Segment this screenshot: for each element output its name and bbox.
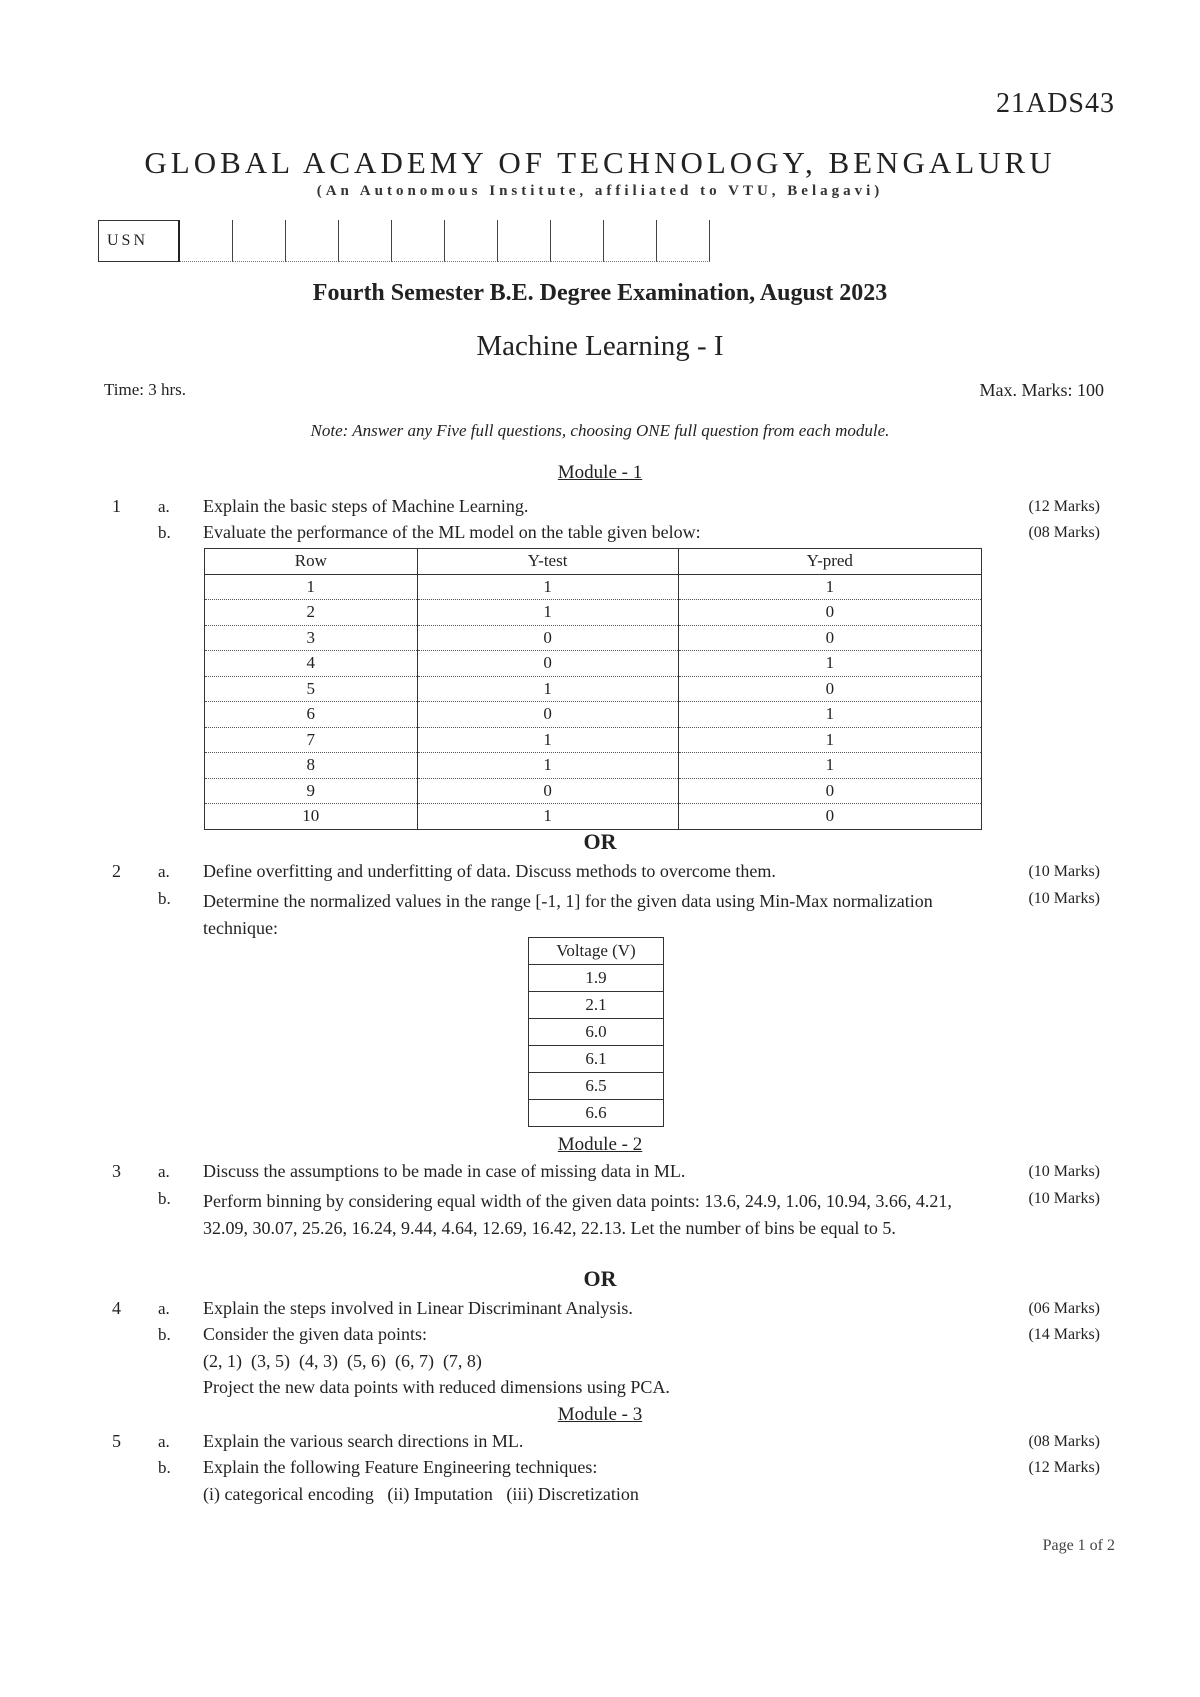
table-cell: 8: [205, 753, 418, 779]
usn-box: [657, 220, 710, 262]
table-cell: 0: [417, 702, 678, 728]
question-number: 2: [112, 861, 121, 881]
question-text: Project the new data points with reduced dimensions using PCA.: [203, 1377, 670, 1397]
subpart-label: a.: [158, 1432, 170, 1451]
table-cell: 1: [417, 727, 678, 753]
table-cell: 0: [678, 600, 981, 626]
subpart-label: a.: [158, 862, 170, 881]
question-text: Explain the steps involved in Linear Discriminant Analysis.: [203, 1298, 633, 1318]
table-cell: 10: [205, 804, 418, 830]
usn-box: [604, 220, 657, 262]
question-number: 5: [112, 1431, 121, 1451]
table-cell: 4: [205, 651, 418, 677]
table-cell: 0: [417, 778, 678, 804]
subpart-label: a.: [158, 497, 170, 516]
marks-label: (12 Marks): [1028, 1459, 1100, 1476]
table-cell: 2.1: [529, 992, 664, 1019]
marks-label: (14 Marks): [1028, 1326, 1100, 1343]
exam-note: Note: Answer any Five full questions, choosing ONE full question from each module.: [310, 421, 890, 440]
usn-box: [233, 220, 286, 262]
usn-box: [445, 220, 498, 262]
question-text: Explain the basic steps of Machine Learning.: [203, 496, 529, 516]
table-row: [529, 1046, 664, 1073]
affiliation: (An Autonomous Institute, affiliated to VTU, Belagavi): [316, 183, 884, 199]
question-text: Define overfitting and underfitting of data. Discuss methods to overcome them.: [203, 861, 776, 881]
performance-table: [204, 548, 982, 830]
usn-label: USN: [98, 220, 180, 262]
table-row: [529, 992, 664, 1019]
table-cell: 1.9: [529, 965, 664, 992]
module-1-heading: Module - 1: [557, 462, 643, 483]
subpart-label: b.: [158, 523, 171, 542]
usn-box: [392, 220, 445, 262]
table-row: [205, 804, 982, 830]
table-row: [529, 1019, 664, 1046]
technique-list: (i) categorical encoding (ii) Imputation (iii) Discretization: [203, 1484, 639, 1504]
question-text: Explain the following Feature Engineering techniques:: [203, 1457, 598, 1477]
subject-code: 21ADS43: [995, 88, 1115, 119]
table-cell: 1: [678, 753, 981, 779]
table-cell: 1: [678, 574, 981, 600]
table-row: [205, 753, 982, 779]
table-row: [529, 965, 664, 992]
table-cell: 9: [205, 778, 418, 804]
table-cell: 2: [205, 600, 418, 626]
data-points: (2, 1) (3, 5) (4, 3) (5, 6) (6, 7) (7, 8): [203, 1351, 482, 1371]
table-cell: 1: [417, 804, 678, 830]
question-text: Discuss the assumptions to be made in case of missing data in ML.: [203, 1161, 686, 1181]
table-cell: 6.0: [529, 1019, 664, 1046]
marks-label: (10 Marks): [1028, 1163, 1100, 1180]
table-cell: 5: [205, 676, 418, 702]
table-row: [205, 600, 982, 626]
question-text: Consider the given data points:: [203, 1324, 427, 1344]
usn-boxes: [98, 220, 710, 262]
subject-title: Machine Learning - I: [476, 330, 724, 362]
table-cell: 0: [678, 625, 981, 651]
marks-label: (06 Marks): [1028, 1300, 1100, 1317]
question-number: 3: [112, 1161, 121, 1181]
table-cell: 6.6: [529, 1100, 664, 1127]
table-cell: 1: [678, 651, 981, 677]
table-row: [205, 574, 982, 600]
column-header: Voltage (V): [529, 938, 664, 965]
table-cell: 0: [678, 676, 981, 702]
max-marks-label: Max. Marks: 100: [979, 380, 1104, 400]
usn-box: [180, 220, 233, 262]
voltage-table: [528, 937, 664, 1127]
or-divider: OR: [583, 829, 617, 854]
table-cell: 1: [417, 753, 678, 779]
usn-box: [286, 220, 339, 262]
column-header: Y-pred: [678, 549, 981, 575]
table-row: [529, 1073, 664, 1100]
table-row: [205, 676, 982, 702]
question-number: 4: [112, 1298, 121, 1318]
subpart-label: b.: [158, 1325, 171, 1344]
table-row: [205, 625, 982, 651]
subpart-label: b.: [158, 1189, 171, 1208]
table-cell: 1: [205, 574, 418, 600]
table-cell: 1: [678, 702, 981, 728]
table-cell: 6.1: [529, 1046, 664, 1073]
column-header: Y-test: [417, 549, 678, 575]
marks-label: (10 Marks): [1028, 1190, 1100, 1207]
table-cell: 6: [205, 702, 418, 728]
table-cell: 3: [205, 625, 418, 651]
marks-label: (10 Marks): [1028, 890, 1100, 907]
table-row: [205, 702, 982, 728]
table-header-row: [529, 938, 664, 965]
table-row: [205, 778, 982, 804]
table-header-row: [205, 549, 982, 575]
subpart-label: a.: [158, 1299, 170, 1318]
table-row: [529, 1100, 664, 1127]
table-cell: 1: [417, 600, 678, 626]
institute-name: GLOBAL ACADEMY OF TECHNOLOGY, BENGALURU: [144, 145, 1056, 180]
marks-label: (08 Marks): [1028, 1433, 1100, 1450]
question-text: Explain the various search directions in ML.: [203, 1431, 524, 1451]
module-3-heading: Module - 3: [557, 1404, 643, 1425]
page-number: Page 1 of 2: [1042, 1537, 1115, 1554]
table-cell: 1: [417, 676, 678, 702]
marks-label: (12 Marks): [1028, 498, 1100, 515]
table-cell: 0: [417, 651, 678, 677]
table-cell: 0: [678, 778, 981, 804]
subpart-label: b.: [158, 889, 171, 908]
subpart-label: a.: [158, 1162, 170, 1181]
exam-title: Fourth Semester B.E. Degree Examination, August 2023: [312, 280, 888, 306]
marks-label: (08 Marks): [1028, 524, 1100, 541]
subpart-label: b.: [158, 1458, 171, 1477]
table-cell: 7: [205, 727, 418, 753]
table-cell: 6.5: [529, 1073, 664, 1100]
table-row: [205, 651, 982, 677]
question-number: 1: [112, 496, 121, 516]
or-divider: OR: [583, 1266, 617, 1291]
time-label: Time: 3 hrs.: [104, 380, 187, 399]
module-2-heading: Module - 2: [557, 1134, 643, 1155]
question-text: Perform binning by considering equal width of the given data points: 13.6, 24.9, 1.06, 10.94, 3.66, 4.21, 32.09, 30.07, 25.26, 16.24, 9.44, 4.64, 12.69, 16.42, 22.13. Let the number of bins be equal to 5.: [203, 1191, 952, 1238]
table-row: [205, 727, 982, 753]
question-text: Evaluate the performance of the ML model on the table given below:: [203, 522, 701, 542]
question-text: Determine the normalized values in the range [-1, 1] for the given data using Min-Max normalization technique:: [203, 891, 933, 938]
marks-label: (10 Marks): [1028, 863, 1100, 880]
table-cell: 0: [678, 804, 981, 830]
table-cell: 1: [678, 727, 981, 753]
usn-box: [551, 220, 604, 262]
column-header: Row: [205, 549, 418, 575]
usn-box: [339, 220, 392, 262]
table-cell: 1: [417, 574, 678, 600]
table-cell: 0: [417, 625, 678, 651]
usn-box: [498, 220, 551, 262]
